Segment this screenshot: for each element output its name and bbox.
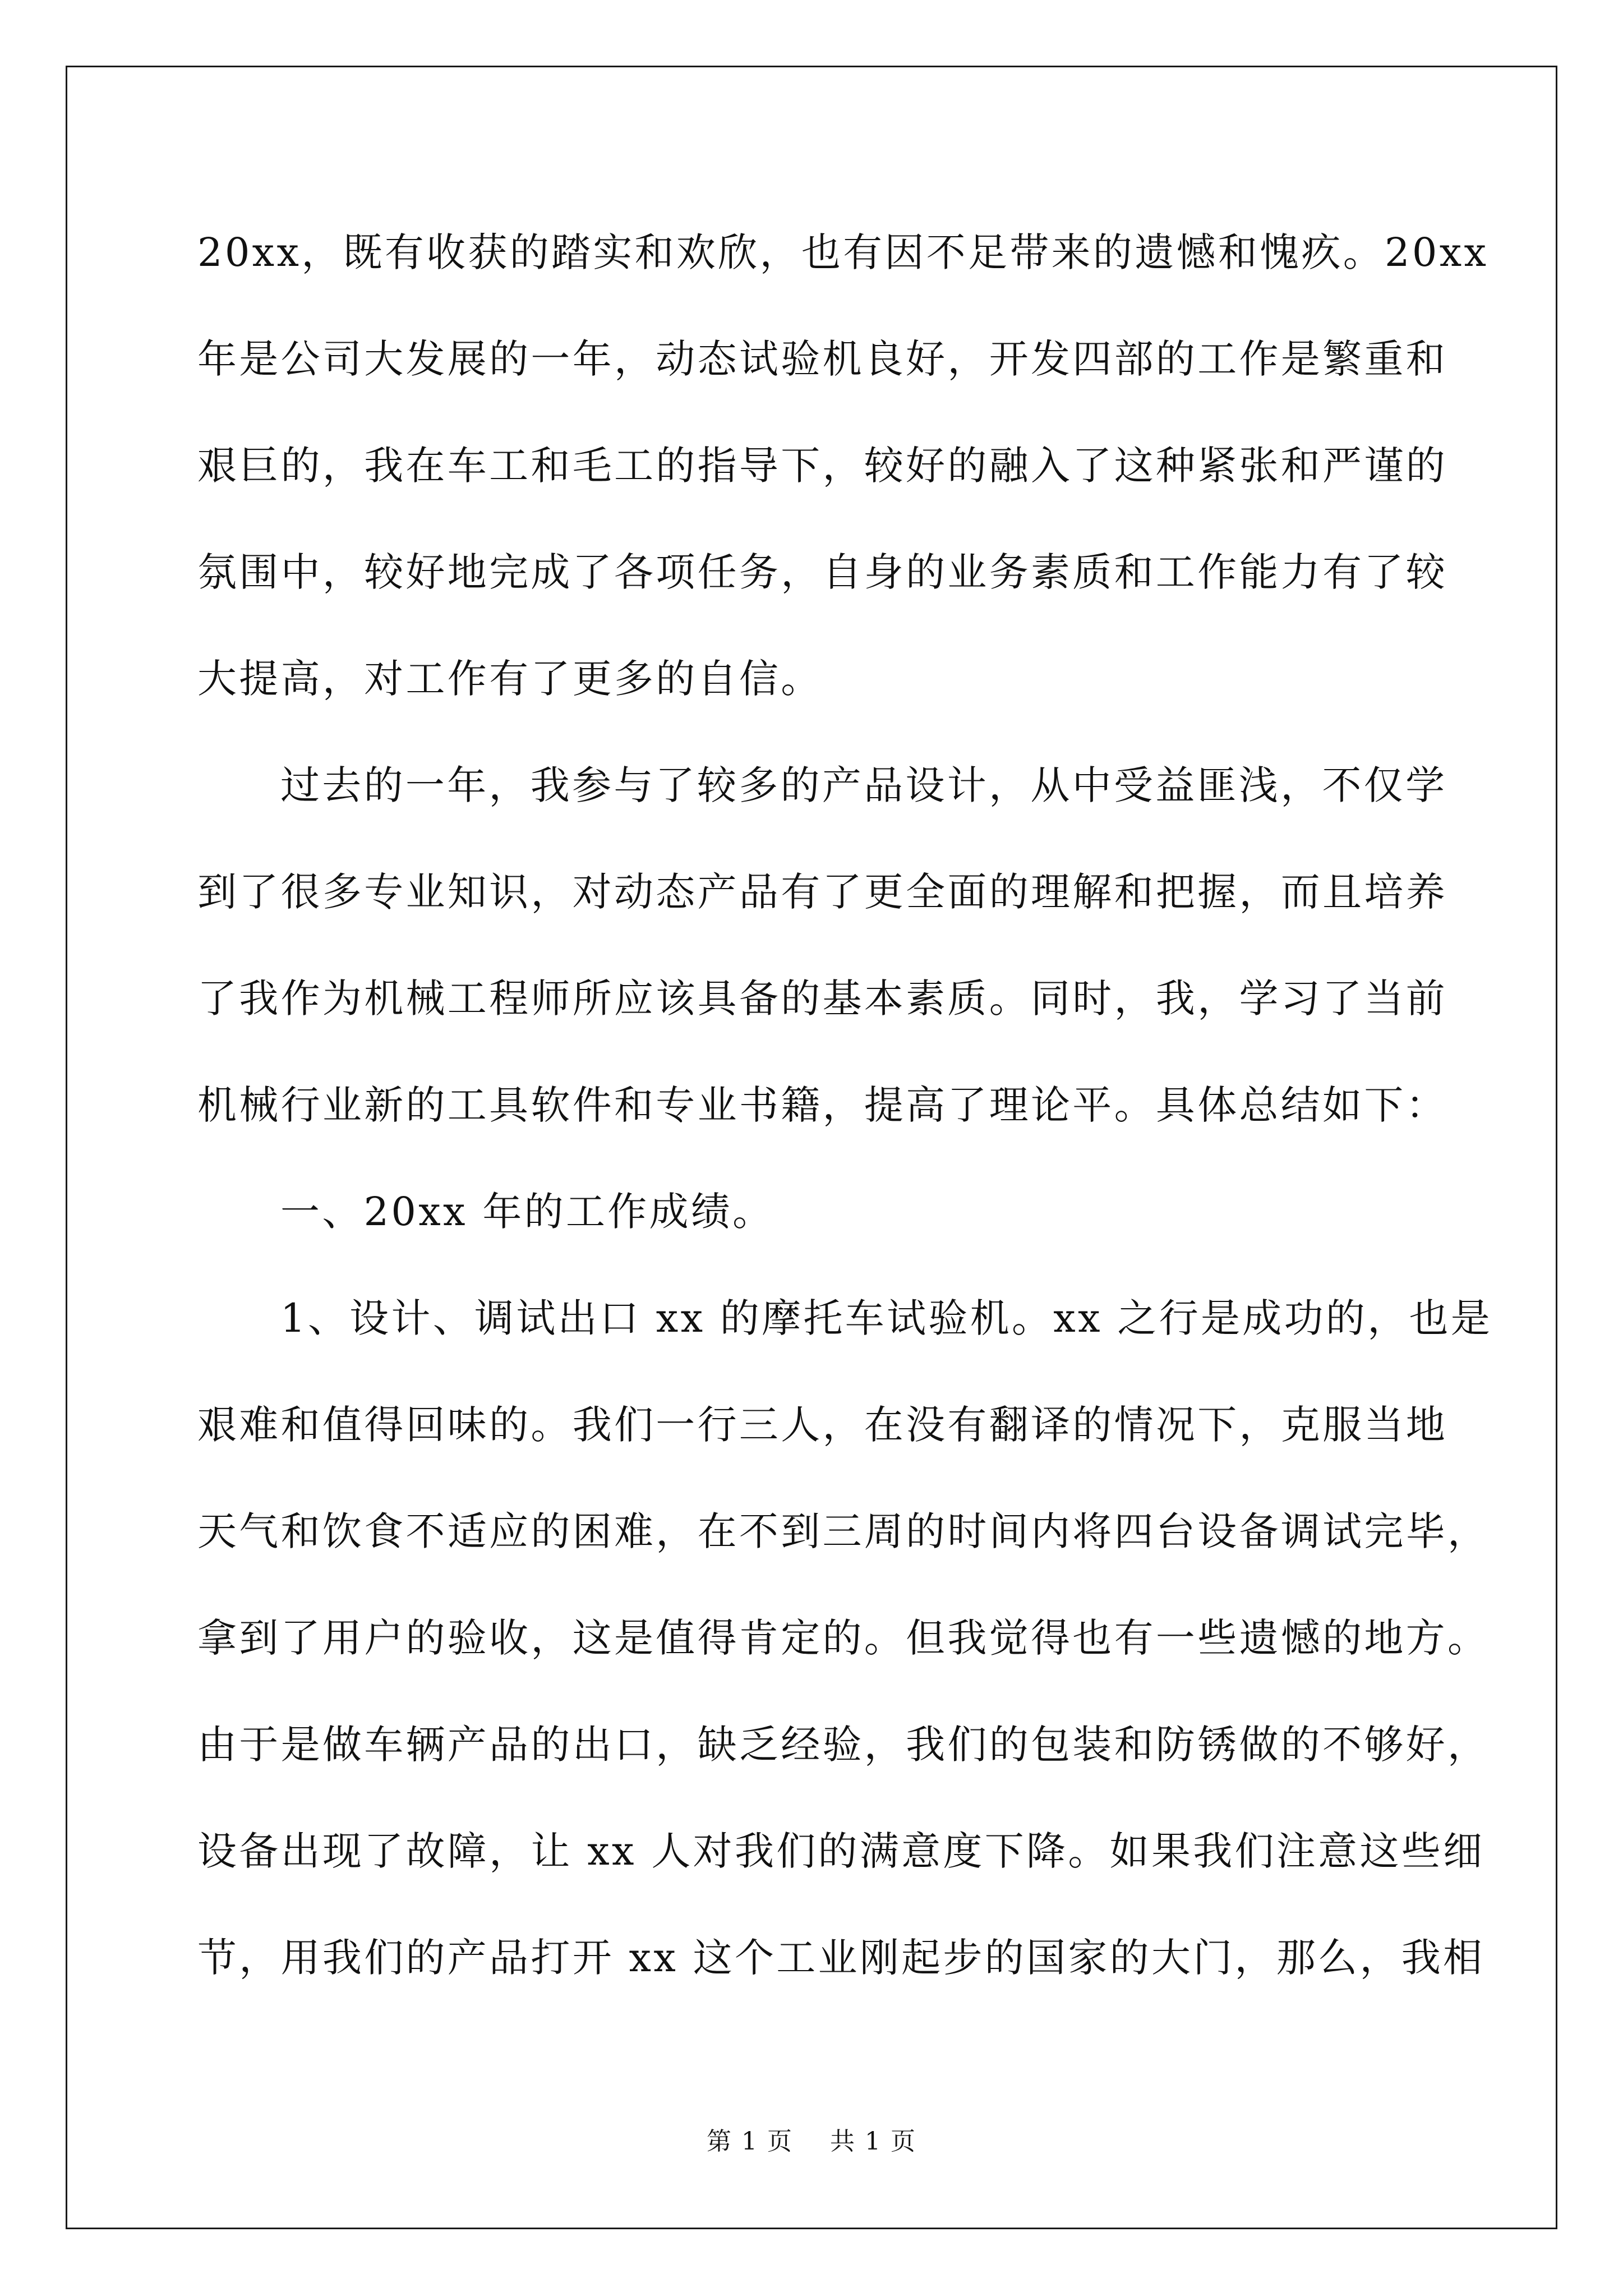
paragraph-start-line: 1、设计、调试出口 xx 的摩托车试验机。xx 之行是成功的，也是 — [280, 1295, 1493, 1341]
text-line: 节，用我们的产品打开 xx 这个工业刚起步的国家的大门，那么，我相 — [197, 1935, 1485, 1981]
text-line: 设备出现了故障，让 xx 人对我们的满意度下降。如果我们注意这些细 — [197, 1828, 1485, 1874]
text-line: 天气和饮食不适应的困难，在不到三周的时间内将四台设备调试完毕， — [197, 1508, 1490, 1554]
document-body — [197, 224, 1493, 2036]
paragraph-start-line: 过去的一年，我参与了较多的产品设计，从中受益匪浅，不仅学 — [280, 762, 1447, 808]
section-heading: 一、20xx 年的工作成绩。 — [280, 1189, 774, 1235]
text-line: 由于是做车辆产品的出口，缺乏经验，我们的包装和防锈做的不够好， — [197, 1722, 1490, 1768]
text-line: 机械行业新的工具软件和专业书籍，提高了理论平。具体总结如下： — [197, 1082, 1447, 1128]
text-line: 氛围中，较好地完成了各项任务，自身的业务素质和工作能力有了较 — [197, 549, 1447, 595]
text-line: 拿到了用户的验收，这是值得肯定的。但我觉得也有一些遗憾的地方。 — [197, 1615, 1490, 1661]
page-number-current: 第 1 页 — [707, 2127, 793, 2156]
text-line: 年是公司大发展的一年，动态试验机良好，开发四部的工作是繁重和 — [197, 336, 1447, 382]
text-line: 20xx，既有收获的踏实和欢欣，也有因不足带来的遗憾和愧疚。20xx — [197, 229, 1489, 275]
text-line: 大提高，对工作有了更多的自信。 — [197, 656, 823, 702]
text-line: 艰难和值得回味的。我们一行三人，在没有翻译的情况下，克服当地 — [197, 1402, 1447, 1448]
text-line: 艰巨的，我在车工和毛工的指导下，较好的融入了这种紧张和严谨的 — [197, 443, 1447, 489]
text-line: 到了很多专业知识，对动态产品有了更全面的理解和把握，而且培养 — [197, 869, 1447, 915]
text-line: 了我作为机械工程师所应该具备的基本素质。同时，我，学习了当前 — [197, 976, 1447, 1022]
page-footer — [0, 2125, 1623, 2159]
page-number-total: 共 1 页 — [830, 2127, 916, 2156]
